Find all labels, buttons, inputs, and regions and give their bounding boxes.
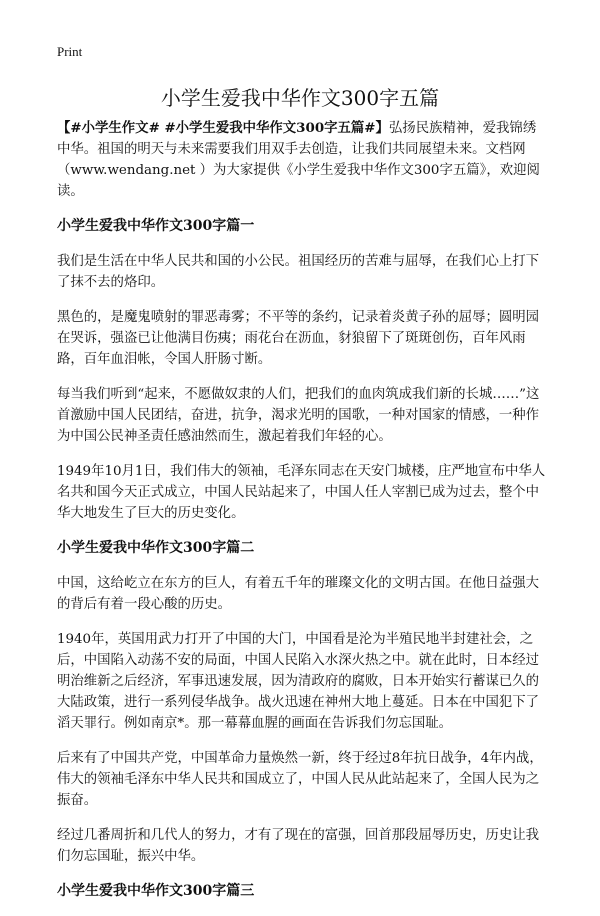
paragraph: 我们是生活在中华人民共和国的小公民。祖国经历的苦难与屈辱，在我们心上打下了抹不去的烙印。: [57, 254, 540, 290]
document-body: [57, 118, 547, 916]
section-heading-3: 小学生爱我中华作文300字篇三: [57, 883, 255, 899]
section-heading-2: 小学生爱我中华作文300字篇二: [57, 540, 255, 556]
print-label[interactable]: Print: [57, 44, 83, 59]
intro-text: 弘扬民族精神，爱我锦绣中华。祖国的明天与未来需要我们用双手去创造，让我们共同展望未来。文档网（www.wendang.net ）为大家提供《小学生爱我中华作文300字五篇》，欢迎阅读。: [57, 121, 540, 199]
paragraph: 黑色的，是魔鬼喷射的罪恶毒雾；不平等的条约，记录着炎黄子孙的屈辱；圆明园在哭诉，强盗已让他满目伤痍；雨花台在沥血，豺狼留下了斑斑创伤，百年风雨路，百年血泪帐，令国人肝肠寸断。: [57, 310, 540, 367]
paragraph: 后来有了中国共产党，中国革命力量焕然一新，终于经过8年抗日战争，4年内战，伟大的领袖毛泽东中华人民共和国成立了，中国人民从此站起来了，全国人民为之振奋。: [57, 751, 543, 808]
paragraph: 每当我们听到“起来，不愿做奴隶的人们，把我们的血肉筑成我们新的长城……”这首激励中国人民团结，奋进，抗争，渴求光明的国歌，一种对国家的情感，一种作为中国公民神圣责任感油然而生，激起着我们年轻的心。: [57, 387, 540, 444]
page-title: 小学生爱我中华作文300字五篇: [160, 86, 440, 110]
paragraph: 经过几番周折和几代人的努力，才有了现在的富强，回首那段屈辱历史，历史让我们勿忘国耻，振兴中华。: [57, 828, 540, 864]
paragraph: 1940年，英国用武力打开了中国的大门，中国看是沦为半殖民地半封建社会，之后，中国陷入动荡不安的局面，中国人民陷入水深火热之中。就在此时，日本经过明治维新之后经济，军事迅速发展，因为清政府的腐败，日本开始实行蓄谋已久的大陆政策，进行一系列侵华战争。战火迅速在神州大地上蔓延。日本在中国犯下了滔天罪行。例如南京*。那一幕幕血腥的画面在告诉我们勿忘国耻。: [57, 632, 540, 731]
section-heading-1: 小学生爱我中华作文300字篇一: [57, 218, 255, 234]
intro-tags: 【#小学生作文# #小学生爱我中华作文300字五篇#】: [57, 120, 389, 136]
intro-paragraph: [57, 118, 547, 202]
paragraph: 中国，这给屹立在东方的巨人，有着五千年的璀璨文化的文明古国。在他日益强大的背后有着一段心酸的历史。: [57, 576, 540, 612]
paragraph: 1949年10月1日，我们伟大的领袖，毛泽东同志在天安门城楼，庄严地宣布中华人名共和国今天正式成立，中国人民站起来了，中国人任人宰割已成为过去，整个中华大地发生了巨大的历史变化。: [57, 464, 546, 521]
